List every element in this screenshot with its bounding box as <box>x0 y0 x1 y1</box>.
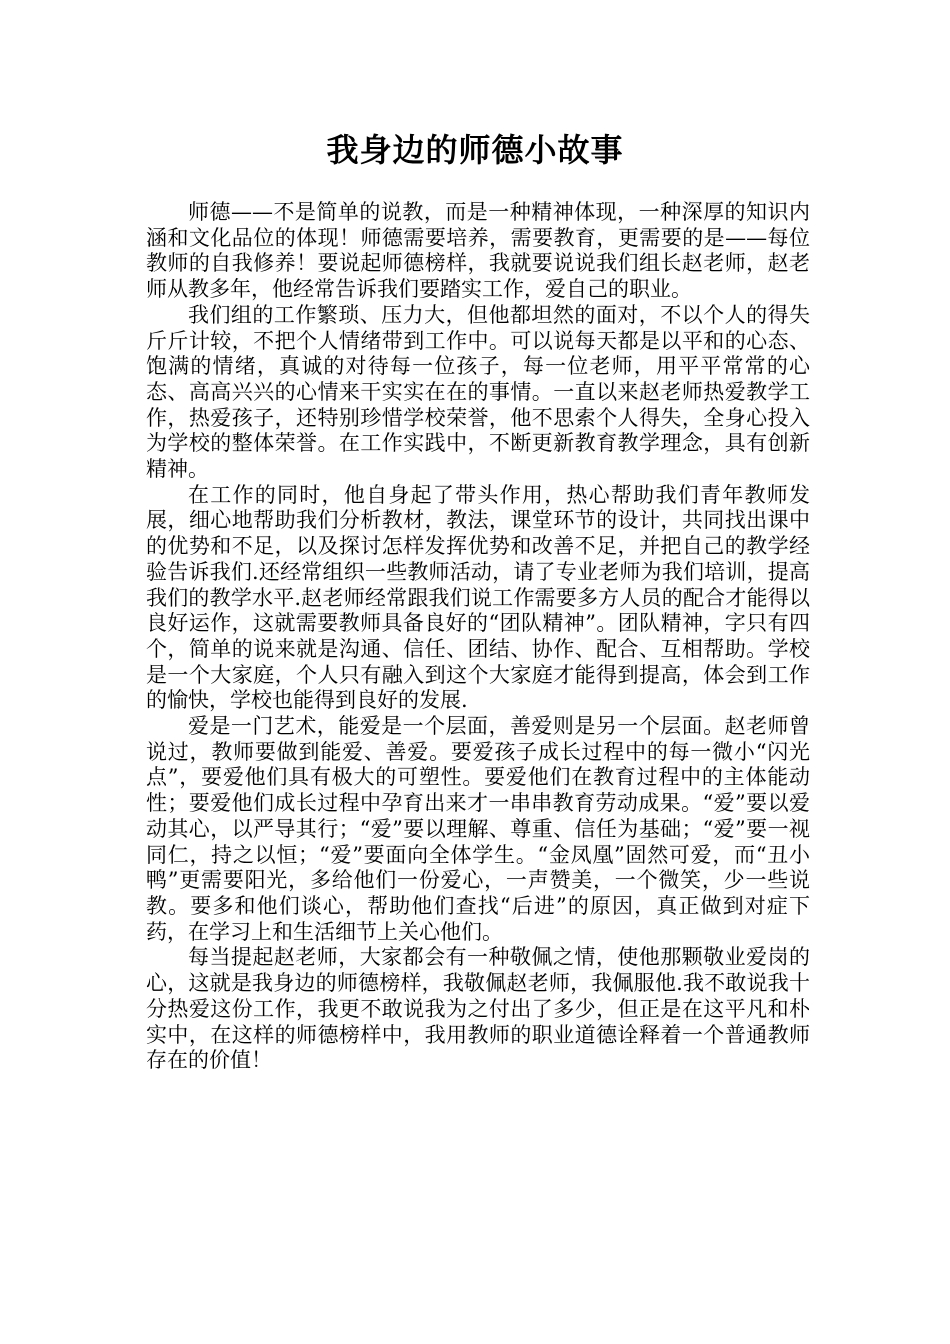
paragraph-1: 师德——不是简单的说教，而是一种精神体现，一种深厚的知识内涵和文化品位的体现！师德需要培养，需要教育，更需要的是——每位教师的自我修养！要说起师德榜样，我就要说说我们组长赵老师，赵老师从教多年，他经常告诉我们要踏实工作，爱自己的职业。 <box>146 200 810 302</box>
paragraph-4: 爱是一门艺术，能爱是一个层面，善爱则是另一个层面。赵老师曾说过，教师要做到能爱、善爱。要爱孩子成长过程中的每一微小“闪光点”，要爱他们具有极大的可塑性。要爱他们在教育过程中的主体能动性；要爱他们成长过程中孕育出来才一串串教育劳动成果。“爱”要以爱动其心，以严导其行；“爱”要以理解、尊重、信任为基础；“爱”要一视同仁，持之以恒；“爱”要面向全体学生。“金凤凰”固然可爱，而“丑小鸭”更需要阳光，多给他们一份爱心，一声赞美，一个微笑，少一些说教。要多和他们谈心，帮助他们查找“后进”的原因，真正做到对症下药，在学习上和生活细节上关心他们。 <box>146 714 810 944</box>
paragraph-5: 每当提起赵老师，大家都会有一种敬佩之情，使他那颗敬业爱岗的心，这就是我身边的师德榜样，我敬佩赵老师，我佩服他.我不敢说我十分热爱这份工作，我更不敢说我为之付出了多少，但正是在这平凡和朴实中，在这样的师德榜样中，我用教师的职业道德诠释着一个普通教师存在的价值！ <box>146 945 810 1073</box>
paragraph-2: 我们组的工作繁琐、压力大，但他都坦然的面对，不以个人的得失斤斤计较，不把个人情绪带到工作中。可以说每天都是以平和的心态、饱满的情绪，真诚的对待每一位孩子，每一位老师，用平平常常的心态、高高兴兴的心情来干实实在在的事情。一直以来赵老师热爱教学工作，热爱孩子，还特别珍惜学校荣誉，他不思索个人得失，全身心投入为学校的整体荣誉。在工作实践中，不断更新教育教学理念，具有创新精神。 <box>146 302 810 482</box>
document-title: 我身边的师德小故事 <box>326 131 624 169</box>
document-body <box>146 200 810 1074</box>
paragraph-3: 在工作的同时，他自身起了带头作用，热心帮助我们青年教师发展，细心地帮助我们分析教材，教法，课堂环节的设计，共同找出课中的优势和不足，以及探讨怎样发挥优势和改善不足，并把自己的教学经验告诉我们.还经常组织一些教师活动，请了专业老师为我们培训，提高我们的教学水平.赵老师经常跟我们说工作需要多方人员的配合才能得以良好运作，这就需要教师具备良好的“团队精神”。团队精神，字只有四个，简单的说来就是沟通、信任、团结、协作、配合、互相帮助。学校是一个大家庭，个人只有融入到这个大家庭才能得到提高，体会到工作的愉快，学校也能得到良好的发展. <box>146 482 810 713</box>
